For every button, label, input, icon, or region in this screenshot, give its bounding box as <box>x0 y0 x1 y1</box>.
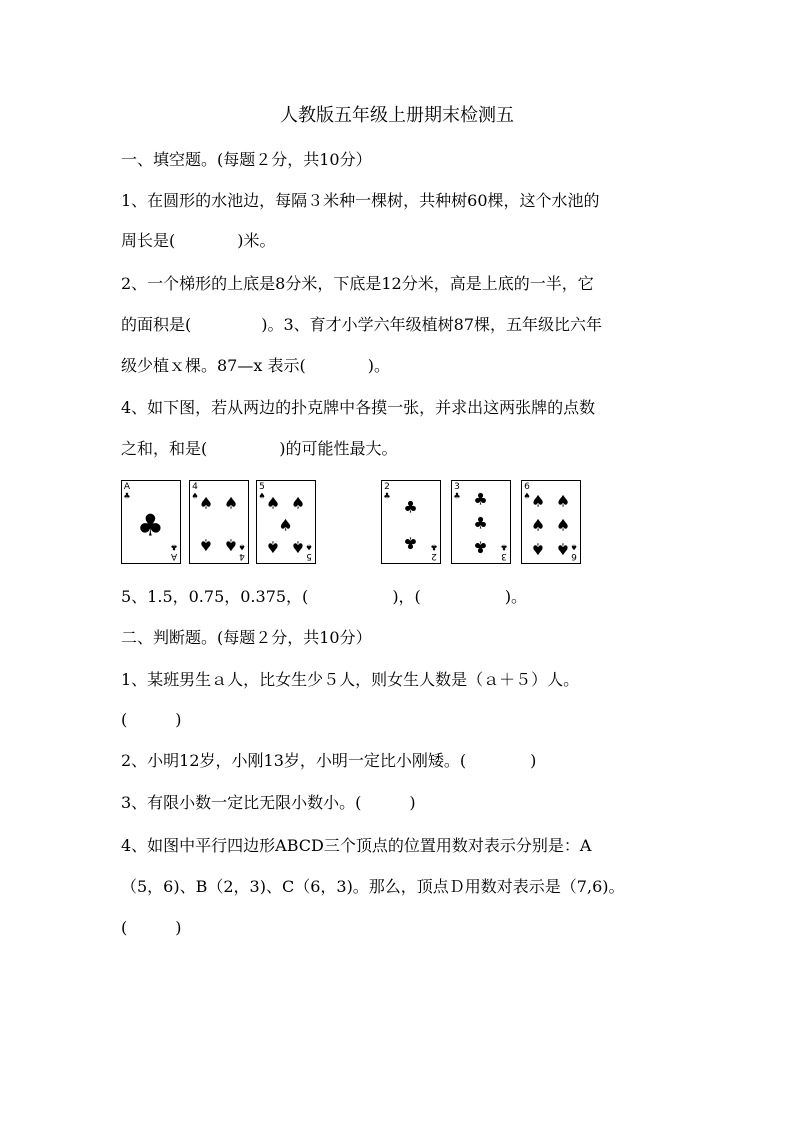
text-segment: 5、1.5，0.75，0.375，( <box>121 587 309 606</box>
spade-pip-icon: ♠ <box>223 493 239 513</box>
card-rank-corner: 5 <box>259 482 265 492</box>
spade-pip-icon: ♠ <box>290 493 306 513</box>
section2-heading: 二、判断题。(每题２分，共10分） <box>121 628 372 647</box>
judge-1-answer[interactable]: ( ) <box>121 710 182 729</box>
section1-heading: 一、填空题。(每题２分，共10分） <box>121 150 372 169</box>
club-pip-icon: ♣ <box>403 497 418 517</box>
club-icon: ♣ <box>123 491 131 501</box>
card-face <box>190 481 247 562</box>
text-segment: )米。 <box>237 231 276 250</box>
spade-icon: ♠ <box>258 491 266 501</box>
playing-cards-figure <box>0 480 794 568</box>
question-2-line-1: 2、一个梯形的上底是8分米，下底是12分米，高是上底的一半，它 <box>121 274 594 293</box>
spade-pip-icon: ♠ <box>265 537 281 557</box>
card-rank-corner: 3 <box>501 551 507 561</box>
playing-card-2-club <box>381 480 441 564</box>
question-4-line-1: 4、如下图，若从两边的扑克牌中各摸一张，并求出这两张牌的点数 <box>121 398 596 417</box>
question-1-line-1: 1、在圆形的水池边，每隔３米种一棵树，共种树60棵，这个水池的 <box>121 191 600 210</box>
judge-4-line-1: 4、如图中平行四边形ABCD三个顶点的位置用数对表示分别是：A <box>121 836 592 855</box>
club-pip-icon: ♣ <box>403 533 418 553</box>
spade-pip-icon: ♠ <box>530 539 546 559</box>
spade-pip-icon: ♠ <box>555 539 571 559</box>
club-icon: ♣ <box>430 542 438 552</box>
card-face <box>452 481 509 562</box>
text-segment: 的面积是( <box>121 315 192 334</box>
question-5-line <box>121 585 527 609</box>
club-icon: ♣ <box>453 491 461 501</box>
text-segment: 级少植ｘ棵。87—x 表示( <box>121 356 306 375</box>
spade-icon: ♠ <box>238 542 246 552</box>
text-segment: 之和，和是( <box>121 439 208 458</box>
spade-pip-icon: ♠ <box>278 515 293 535</box>
spade-pip-icon: ♠ <box>555 491 571 511</box>
playing-card-A-club <box>121 480 181 564</box>
spade-pip-icon: ♠ <box>530 515 546 535</box>
spade-pip-icon: ♠ <box>530 491 546 511</box>
question-2-line-2 <box>121 313 602 337</box>
judge-3-line: 3、有限小数一定比无限小数小。( ) <box>121 793 416 812</box>
card-face <box>122 481 179 562</box>
text-segment: 周长是( <box>121 231 176 250</box>
card-rank-corner: 6 <box>524 482 530 492</box>
card-face <box>522 481 579 562</box>
card-rank-corner: A <box>170 551 178 561</box>
card-rank-corner: 2 <box>431 551 437 561</box>
spade-pip-icon: ♠ <box>555 515 571 535</box>
spade-pip-icon: ♠ <box>265 493 281 513</box>
spade-icon: ♠ <box>305 542 313 552</box>
card-rank-corner: 6 <box>571 551 577 561</box>
club-pip-icon: ♣ <box>473 537 488 557</box>
question-3-line <box>121 354 390 378</box>
card-rank-corner: 3 <box>454 482 460 492</box>
text-segment: )。3、育才小学六年级植树87棵，五年级比六年 <box>261 315 603 334</box>
playing-card-4-spade <box>189 480 249 564</box>
spade-pip-icon: ♠ <box>290 537 306 557</box>
question-4-line-2 <box>121 437 398 461</box>
judge-4-answer[interactable]: ( ) <box>121 918 182 937</box>
card-face <box>257 481 314 562</box>
card-rank-corner: 4 <box>192 482 198 492</box>
playing-card-6-spade <box>521 480 581 564</box>
spade-icon: ♠ <box>570 542 578 552</box>
spade-pip-icon: ♠ <box>198 535 214 555</box>
text-segment: )，( <box>392 587 421 606</box>
page-title: 人教版五年级上册期末检测五 <box>280 105 514 126</box>
spade-pip-icon: ♠ <box>223 535 239 555</box>
club-pip-icon: ♣ <box>473 489 488 509</box>
card-rank-corner: 2 <box>384 482 390 492</box>
playing-card-3-club <box>451 480 511 564</box>
text-segment: )的可能性最大。 <box>279 439 398 458</box>
club-pip-icon: ♣ <box>137 508 164 544</box>
club-pip-icon: ♣ <box>473 513 488 533</box>
card-rank-corner: 4 <box>239 551 245 561</box>
spade-pip-icon: ♠ <box>198 493 214 513</box>
judge-4-line-2: （5，6)、B（2，3)、C（6，3)。那么，顶点Ｄ用数对表示是（7,6)。 <box>121 877 625 896</box>
card-rank-corner: 5 <box>306 551 312 561</box>
playing-card-5-spade <box>256 480 316 564</box>
spade-icon: ♠ <box>191 491 199 501</box>
judge-2-line: 2、小明12岁，小刚13岁，小明一定比小刚矮。( ) <box>121 751 537 770</box>
card-rank-corner: A <box>123 482 131 492</box>
club-icon: ♣ <box>500 542 508 552</box>
judge-1-line-1: 1、某班男生ａ人，比女生少５人，则女生人数是（ａ＋５）人。 <box>121 670 580 689</box>
club-icon: ♣ <box>170 542 178 552</box>
card-face <box>382 481 439 562</box>
text-segment: )。 <box>504 587 528 606</box>
club-icon: ♣ <box>383 491 391 501</box>
spade-icon: ♠ <box>523 491 531 501</box>
question-1-line-2 <box>121 229 276 253</box>
text-segment: )。 <box>367 356 390 375</box>
